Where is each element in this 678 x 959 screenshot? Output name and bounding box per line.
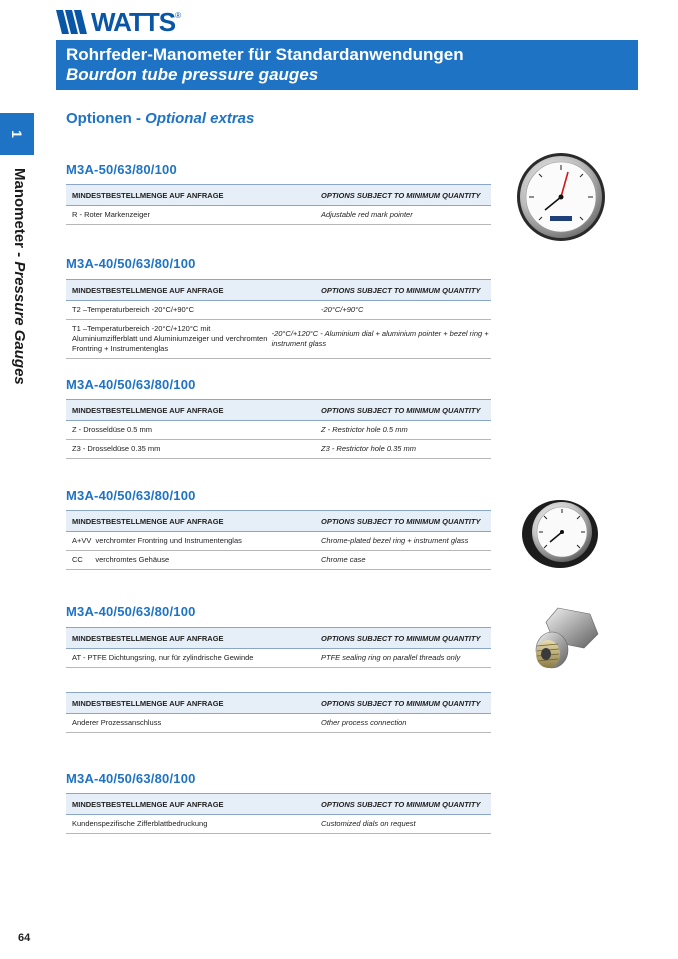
table-row [66, 440, 491, 459]
row-en: -20°C/+120°C - Aluminium dial + aluminium pointer + bezel ring + instrument glass [271, 329, 489, 348]
row-de: Z3 - Drosseldüse 0.35 mm [72, 444, 161, 453]
table-row [66, 714, 491, 733]
row-en: Chrome-plated bezel ring + instrument glass [321, 536, 469, 545]
section-title [66, 110, 254, 127]
options-table [66, 184, 491, 225]
table-row [66, 532, 491, 551]
header-title: Rohrfeder-Manometer für Standardanwendungen [66, 45, 464, 64]
table-header [66, 692, 491, 714]
product-heading: M3A-50/63/80/100 [66, 162, 177, 177]
table-header [66, 399, 491, 421]
row-en: Z3 - Restrictor hole 0.35 mm [321, 444, 417, 453]
row-de: A+VV verchromter Frontring und Instrumentenglas [72, 536, 242, 545]
table-header [66, 279, 491, 301]
chapter-tab [0, 113, 34, 155]
table-header-de: MINDESTBESTELLMENGE AUF ANFRAGE [72, 405, 224, 415]
table-row [66, 551, 491, 570]
table-header-en: OPTIONS SUBJECT TO MINIMUM QUANTITY [321, 405, 481, 415]
row-de: AT - PTFE Dichtungsring, nur für zylindrische Gewinde [72, 653, 254, 662]
options-table [66, 399, 491, 459]
options-table [66, 793, 491, 834]
table-header-de: MINDESTBESTELLMENGE AUF ANFRAGE [72, 285, 224, 295]
product-heading: M3A-40/50/63/80/100 [66, 604, 196, 619]
row-de: T1 –Temperaturbereich -20°C/+120°C mit Aluminiumzifferblatt und Aluminiumzeiger und verchromten Frontring + Instrumentenglas [72, 324, 268, 353]
row-en: PTFE sealing ring on parallel threads only [321, 653, 461, 662]
row-en: Customized dials on request [321, 819, 416, 828]
options-table [66, 692, 491, 733]
section-title-en: Optional extras [145, 110, 255, 127]
table-header-en: OPTIONS SUBJECT TO MINIMUM QUANTITY [321, 633, 481, 643]
logo-registered-mark: ® [175, 11, 181, 20]
row-de: Kundenspezifische Zifferblattbedruckung [72, 819, 208, 828]
table-header-en: OPTIONS SUBJECT TO MINIMUM QUANTITY [321, 285, 481, 295]
table-row [66, 421, 491, 440]
table-row [66, 301, 491, 320]
pressure-gauge-image [514, 150, 608, 244]
table-header-de: MINDESTBESTELLMENGE AUF ANFRAGE [72, 633, 224, 643]
options-table [66, 279, 491, 359]
row-en: Chrome case [321, 555, 366, 564]
chapter-label-de: Manometer - [11, 168, 28, 262]
product-heading: M3A-40/50/63/80/100 [66, 488, 196, 503]
row-de: R - Roter Markenzeiger [72, 210, 150, 219]
process-connection-image [528, 604, 604, 676]
watts-logo [56, 9, 181, 35]
header-subtitle: Bourdon tube pressure gauges [66, 65, 319, 84]
page-number: 64 [18, 932, 31, 944]
chapter-number: 1 [8, 130, 25, 138]
product-heading: M3A-40/50/63/80/100 [66, 256, 196, 271]
row-en: Adjustable red mark pointer [321, 210, 413, 219]
chapter-label-en: Pressure Gauges [11, 261, 28, 385]
table-row [66, 206, 491, 225]
table-row [66, 649, 491, 668]
table-header-en: OPTIONS SUBJECT TO MINIMUM QUANTITY [321, 799, 481, 809]
header-bar [56, 40, 638, 90]
table-header-en: OPTIONS SUBJECT TO MINIMUM QUANTITY [321, 516, 481, 526]
row-de: Z - Drosseldüse 0.5 mm [72, 425, 153, 434]
row-en: Other process connection [321, 718, 407, 727]
table-row [66, 815, 491, 834]
product-heading: M3A-40/50/63/80/100 [66, 771, 196, 786]
options-table [66, 627, 491, 668]
table-header [66, 510, 491, 532]
product-heading: M3A-40/50/63/80/100 [66, 377, 196, 392]
table-header-de: MINDESTBESTELLMENGE AUF ANFRAGE [72, 698, 224, 708]
table-header [66, 627, 491, 649]
table-header-de: MINDESTBESTELLMENGE AUF ANFRAGE [72, 516, 224, 526]
table-header [66, 184, 491, 206]
logo-text: WATTS [91, 7, 176, 37]
options-table [66, 510, 491, 570]
table-header-de: MINDESTBESTELLMENGE AUF ANFRAGE [72, 190, 224, 200]
chrome-gauge-image [520, 494, 600, 570]
table-row [66, 320, 491, 359]
chapter-label [11, 168, 28, 385]
section-title-de: Optionen - [66, 110, 146, 127]
row-de: T2 –Temperaturbereich -20°C/+90°C [72, 305, 195, 314]
table-header-en: OPTIONS SUBJECT TO MINIMUM QUANTITY [321, 698, 481, 708]
table-header [66, 793, 491, 815]
table-header-en: OPTIONS SUBJECT TO MINIMUM QUANTITY [321, 190, 481, 200]
table-header-de: MINDESTBESTELLMENGE AUF ANFRAGE [72, 799, 224, 809]
row-de: Anderer Prozessanschluss [72, 718, 162, 727]
row-en: Z - Restrictor hole 0.5 mm [321, 425, 408, 434]
row-de: CC verchromtes Gehäuse [72, 555, 170, 564]
watts-logo-icon [56, 10, 90, 34]
row-en: -20°C/+90°C [321, 305, 364, 314]
